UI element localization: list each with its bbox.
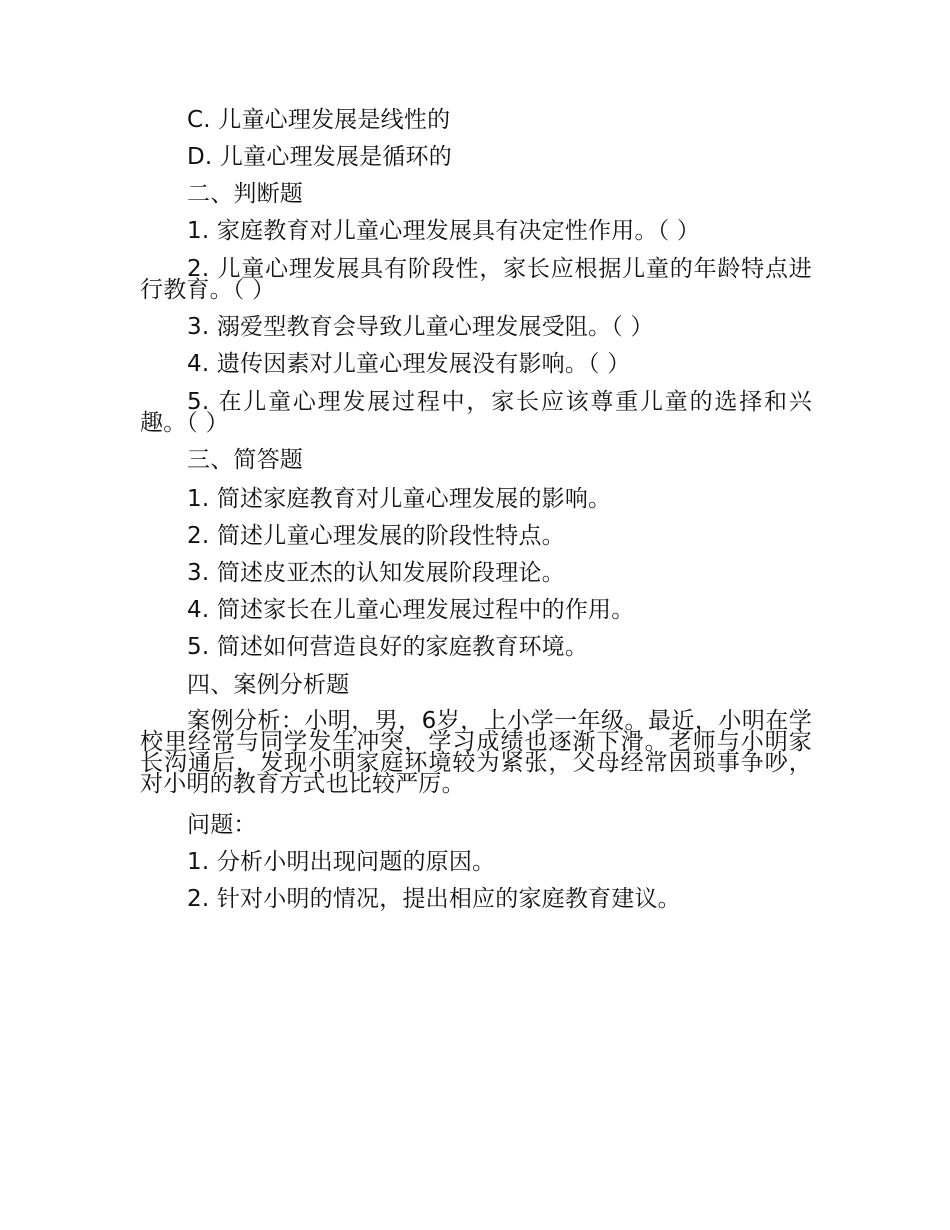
short-answer-item: 5. 简述如何营造良好的家庭教育环境。	[187, 634, 589, 660]
case-question: 2. 针对小明的情况，提出相应的家庭教育建议。	[187, 886, 681, 912]
case-question: 1. 分析小明出现问题的原因。	[187, 849, 496, 875]
true-false-item: 5. 在儿童心理发展过程中，家长应该尊重儿童的选择和兴趣。（ ）	[140, 389, 812, 436]
true-false-item: 2. 儿童心理发展具有阶段性，家长应根据儿童的年龄特点进行教育。（ ）	[140, 256, 812, 303]
section-heading-case-analysis: 四、案例分析题	[187, 672, 350, 698]
short-answer-item: 4. 简述家长在儿童心理发展过程中的作用。	[187, 597, 635, 623]
section-heading-short-answer: 三、简答题	[187, 447, 303, 473]
option-c: C. 儿童心理发展是线性的	[187, 107, 451, 133]
case-description: 案例分析：小明，男，6岁，上小学一年级。最近，小明在学校里经常与同学发生冲突，学习成绩也逐渐下滑。老师与小明家长沟通后，发现小明家庭环境较为紧张，父母经常因琐事争吵，对小明的教育方式也比较严厉。	[140, 708, 812, 797]
true-false-item: 1. 家庭教育对儿童心理发展具有决定性作用。（ ）	[187, 218, 701, 244]
short-answer-item: 2. 简述儿童心理发展的阶段性特点。	[187, 523, 565, 549]
section-heading-true-false: 二、判断题	[187, 181, 303, 207]
option-d: D. 儿童心理发展是循环的	[187, 144, 452, 170]
true-false-item: 3. 溺爱型教育会导致儿童心理发展受阻。（ ）	[187, 314, 654, 340]
question-label: 问题：	[187, 812, 257, 838]
short-answer-item: 3. 简述皮亚杰的认知发展阶段理论。	[187, 560, 565, 586]
short-answer-item: 1. 简述家庭教育对儿童心理发展的影响。	[187, 486, 612, 512]
true-false-item: 4. 遗传因素对儿童心理发展没有影响。（ ）	[187, 351, 631, 377]
